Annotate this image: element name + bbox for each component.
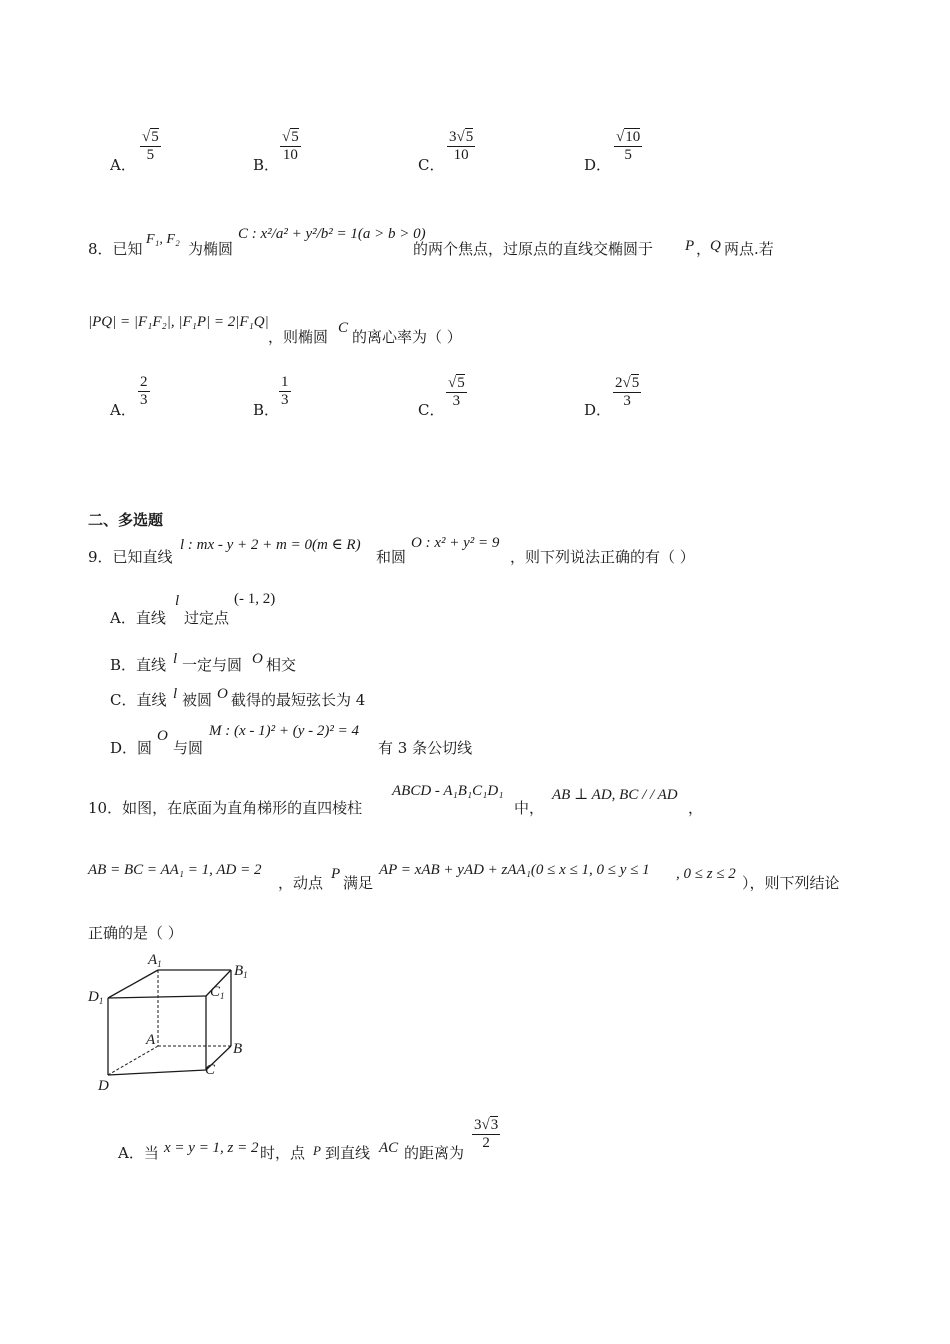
edge-d-c [108, 1070, 206, 1075]
q9-option-d-text2: 有 3 条公切线 [378, 739, 473, 757]
q10-option-a-value: $\frac{3√3}{2}$ [474, 1117, 499, 1151]
q9-option-c-text2: 截得的最短弦长为 4 [231, 691, 366, 709]
q9-option-b-l: l [173, 651, 178, 667]
q8-text4: 的离心率为（ ） [352, 328, 462, 346]
q10-line2: 正确的是（ ） [88, 924, 183, 942]
q9-and-circle: 和圆 [376, 548, 407, 566]
q8-number: 8．已知 [88, 240, 143, 258]
q8-option-c-label: C． [418, 401, 445, 419]
q10-option-a-label: A．当 [118, 1144, 159, 1162]
q8-point-p: P [685, 238, 695, 254]
q9-option-a-l: l [175, 593, 180, 609]
q8-comma: ， [696, 240, 712, 258]
q7-option-a-label: A． [110, 156, 136, 174]
q9-option-c-o: O [217, 686, 228, 702]
q9-option-b-text1: 一定与圆 [182, 656, 243, 674]
q10-option-a-condition: x = y = 1, z = 2 [164, 1140, 259, 1156]
label-d: D [98, 1078, 109, 1094]
q8-text2: 两点.若 [724, 240, 774, 258]
q8-option-a-value: $\frac{2}{3}$ [140, 374, 148, 408]
label-b: B [233, 1041, 243, 1057]
q10-number: 10．如图，在底面为直角梯形的直四棱柱 [88, 799, 363, 817]
edge-c1-d1 [108, 996, 206, 998]
q7-option-b-value: $\frac{√5}{10}$ [282, 129, 299, 163]
q10-tail: ），则下列结论 [742, 874, 840, 892]
edge-d1-a1 [108, 970, 158, 998]
label-c: C [205, 1062, 216, 1078]
q8-text1: 的两个焦点，过原点的直线交椭圆于 [413, 240, 654, 258]
q8-option-d-label: D． [584, 401, 612, 419]
q7-option-d-value: $\frac{√10}{5}$ [616, 129, 641, 163]
q9-option-c-label: C．直线 [110, 691, 167, 709]
q8-text3: ，则椭圆 [268, 328, 329, 346]
q10-perp: AB ⊥ AD, BC / / AD [552, 787, 678, 803]
q10-z-range: , 0 ≤ z ≤ 2 [676, 866, 736, 882]
q9-option-a-label: A．直线 [110, 609, 166, 627]
q8-condition: |PQ| = |F₁F₂|, |F₁P| = 2|F₁Q| [88, 314, 269, 330]
q8-option-c-value: $\frac{√5}{3}$ [448, 375, 465, 409]
q7-option-d-label: D． [584, 156, 612, 174]
q10-option-a-text3: 的距离为 [404, 1144, 465, 1162]
q8-option-a-label: A． [110, 401, 136, 419]
q9-prompt: ，则下列说法正确的有（ ） [510, 548, 695, 566]
q9-option-a-text: 过定点 [184, 609, 230, 627]
q10-comma: ， [688, 799, 704, 817]
section-heading: 二、多选题 [88, 511, 164, 529]
q10-option-a-text1: 时，点 [260, 1144, 306, 1162]
q10-option-a-p: P [313, 1143, 321, 1158]
q9-circle-equation: O : x² + y² = 9 [411, 535, 500, 551]
q7-option-c-label: C． [418, 156, 445, 174]
q10-option-a-ac: AC [379, 1140, 399, 1156]
label-a1: $A_1$ [148, 952, 162, 969]
q10-lengths: AB = BC = AA₁ = 1, AD = 2 [88, 862, 262, 878]
q9-option-d-text1: 与圆 [173, 739, 204, 757]
q8-option-d-value: $\frac{2√5}{3}$ [615, 375, 640, 409]
label-d1: $D_1$ [88, 989, 104, 1006]
q8-for-ellipse: 为椭圆 [188, 240, 234, 258]
q10-prism: ABCD - A₁B₁C₁D₁ [392, 783, 504, 799]
q8-ellipse-c: C [338, 320, 349, 336]
label-a: A [146, 1032, 156, 1048]
q7-option-a-value: $\frac{√5}{5}$ [142, 129, 159, 163]
q9-option-b-text2: 相交 [266, 656, 297, 674]
q10-option-a-text2: 到直线 [325, 1144, 371, 1162]
q9-option-a-point: (- 1, 2) [234, 591, 276, 607]
prism-figure [84, 948, 264, 1096]
q9-option-d-equation: M : (x - 1)² + (y - 2)² = 4 [209, 723, 360, 739]
q9-number: 9．已知直线 [88, 548, 173, 566]
q7-option-c-value: $\frac{3√5}{10}$ [449, 129, 474, 163]
q9-option-b-o: O [252, 651, 263, 667]
label-c1: $C_1$ [210, 984, 225, 1001]
label-b1: $B_1$ [234, 963, 248, 980]
q9-option-d-label: D．圆 [110, 739, 153, 757]
q10-p: P [331, 866, 341, 882]
hidden-edge-a-d [108, 1046, 158, 1075]
q10-zhong: 中， [514, 799, 545, 817]
q9-line-equation: l : mx - y + 2 + m = 0(m ∈ R) [180, 537, 361, 553]
q10-vector-equation: AP = xAB + yAD + zAA₁(0 ≤ x ≤ 1, 0 ≤ y ≤ 1 [379, 862, 650, 878]
q9-option-b-label: B．直线 [110, 656, 167, 674]
q8-option-b-value: $\frac{1}{3}$ [281, 374, 289, 408]
q8-foci: F₁, F₂ [146, 232, 180, 247]
q9-option-d-o: O [157, 728, 168, 744]
q8-ellipse-equation: C : x²/a² + y²/b² = 1(a > b > 0) [238, 226, 426, 242]
q7-option-b-label: B． [253, 156, 280, 174]
q10-satisfies: 满足 [343, 874, 374, 892]
q9-option-c-l: l [173, 686, 178, 702]
q8-option-b-label: B． [253, 401, 280, 419]
q9-option-c-text1: 被圆 [182, 691, 213, 709]
q8-point-q: Q [710, 238, 721, 254]
q10-moving: ，动点 [278, 874, 324, 892]
